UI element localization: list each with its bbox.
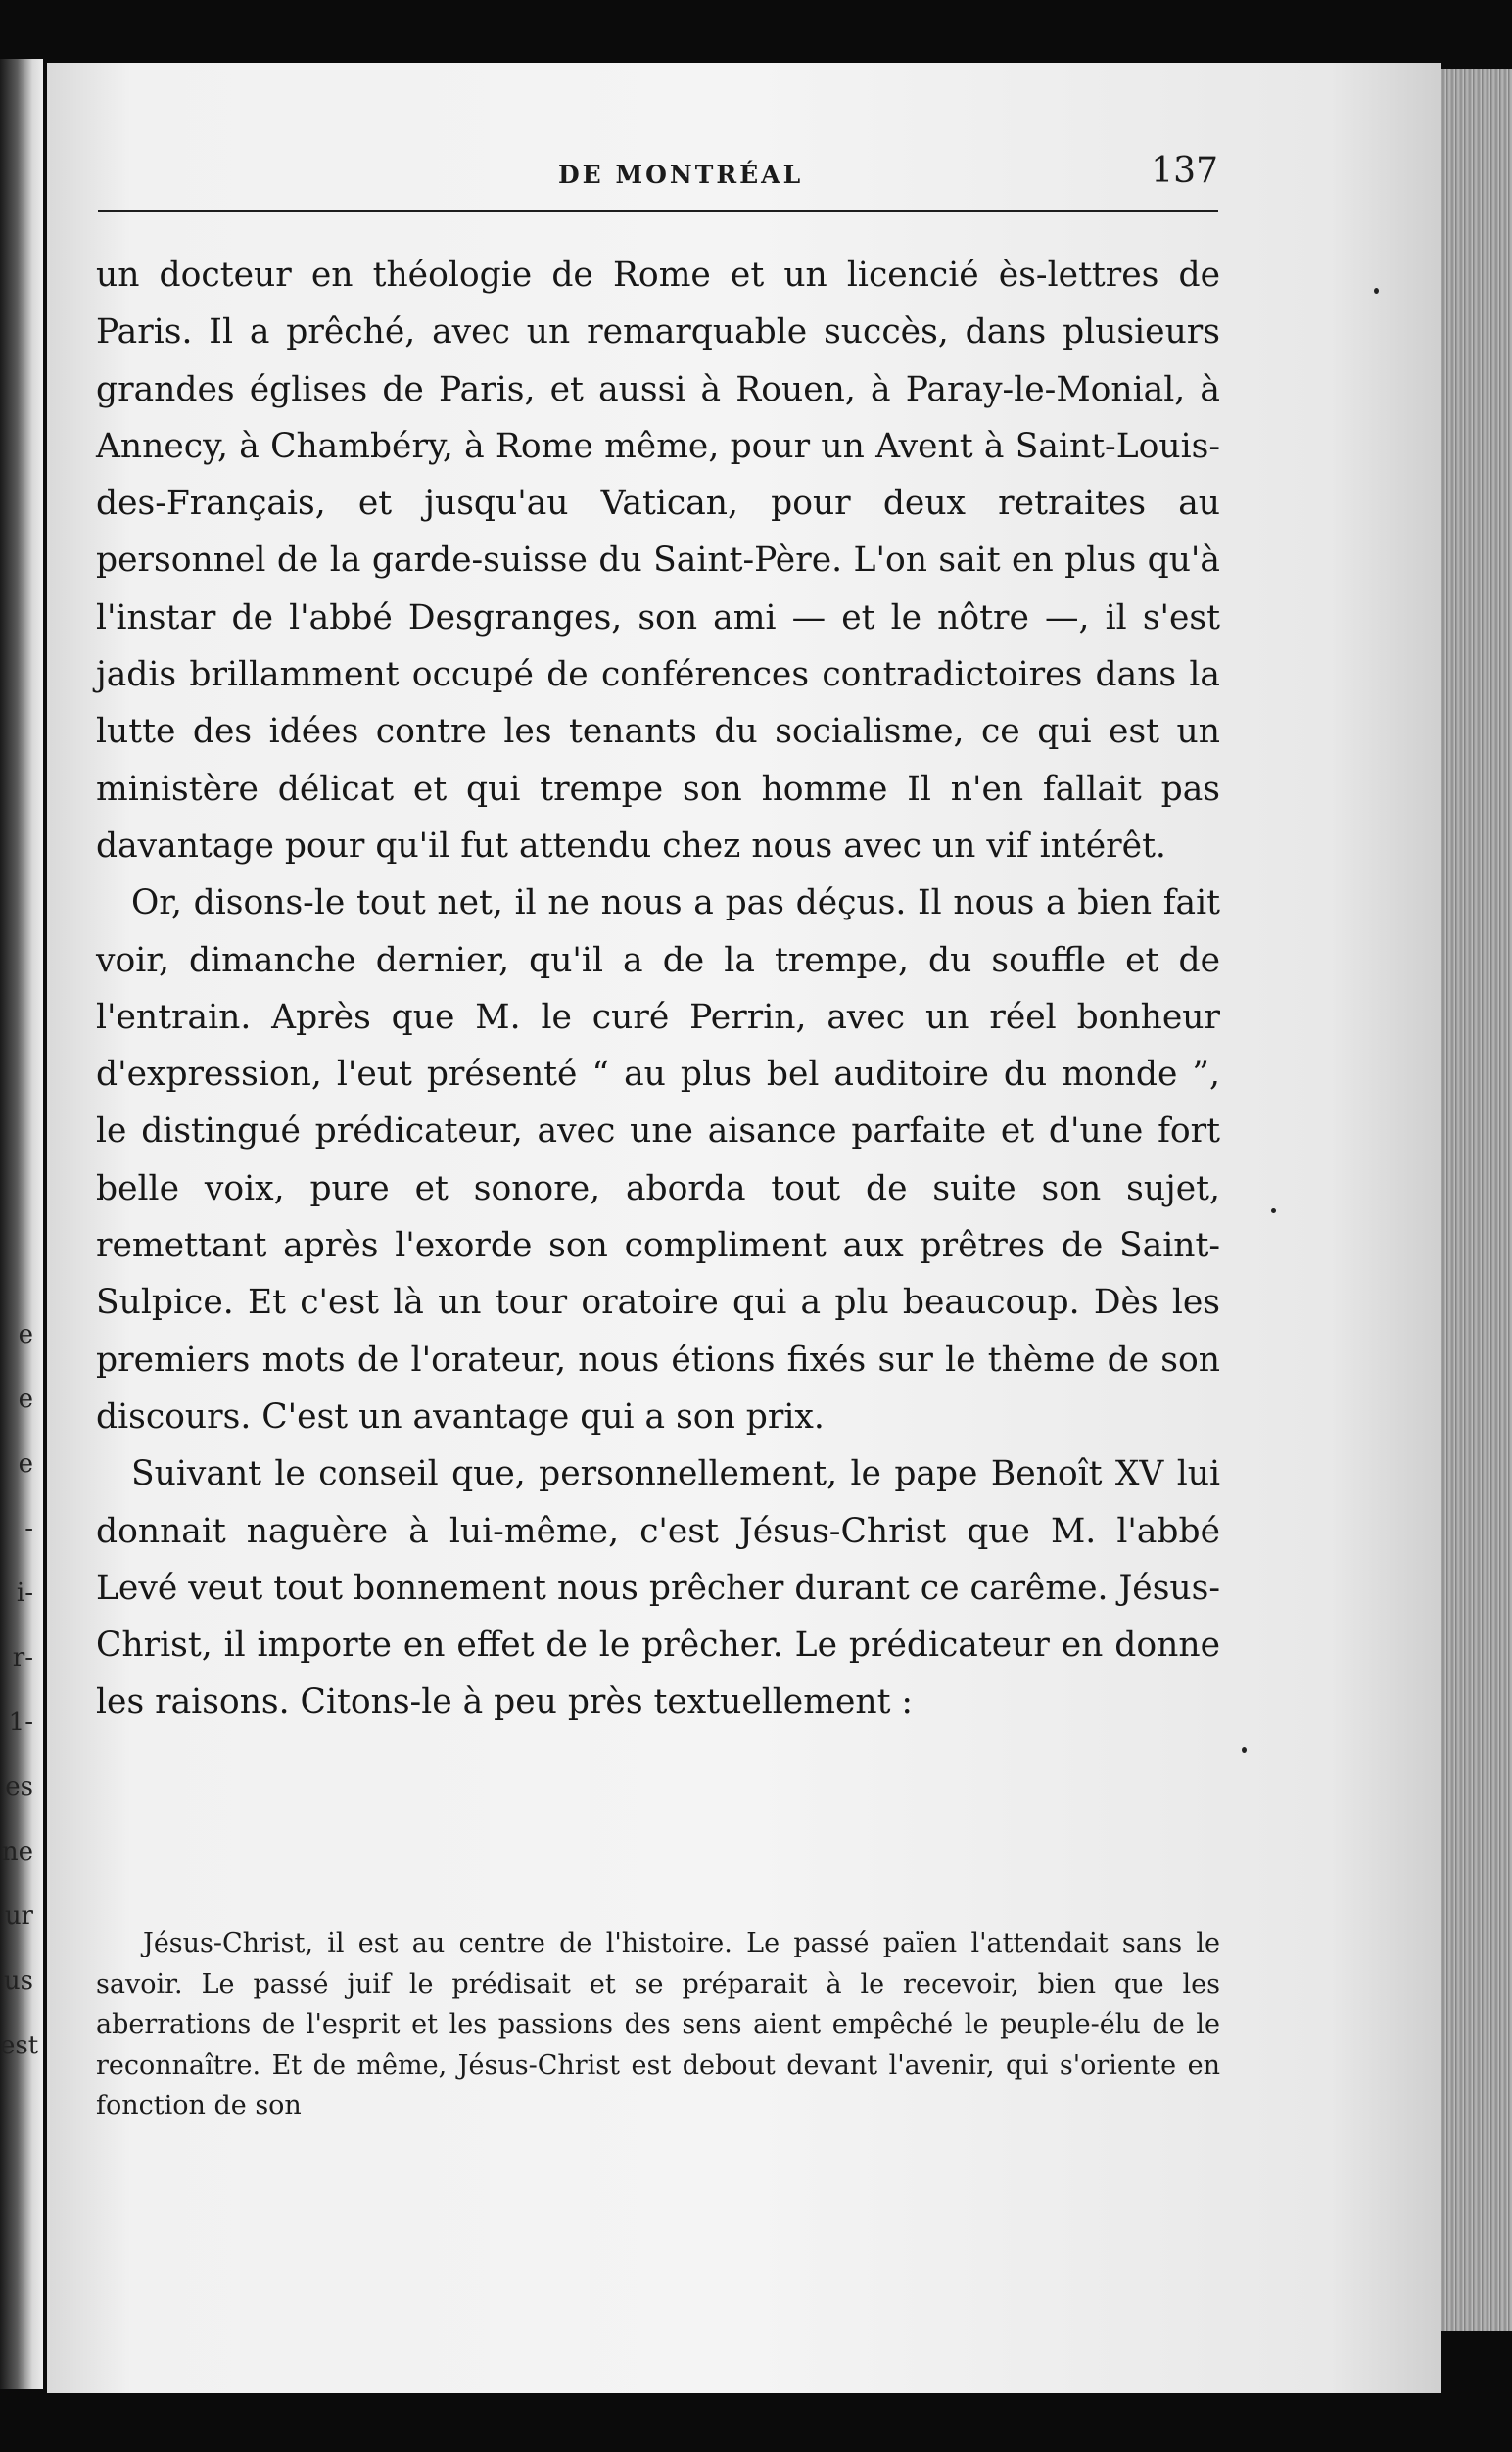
facing-page-fragment: e	[18, 1385, 33, 1414]
facing-page-fragment: es	[5, 1772, 33, 1802]
page-number: 137	[1151, 151, 1218, 191]
block-quotation: Jésus-Christ, il est au centre de l'histoire. Le passé païen l'attendait sans le savoir. Le passé juif le prédisait et se préparait à le recevoir, bien que les aberrations de l'esprit et les passions des sens aient empêché le peuple-élu de le reconnaître. Et de même, Jésus-Christ est debout devant l'avenir, qui s'oriente en fonction de son	[96, 1928, 1220, 2122]
facing-page-fragment: us	[3, 1966, 33, 1996]
facing-page-fragment: est	[0, 2031, 39, 2060]
facing-page-fragment: r-	[12, 1643, 33, 1673]
facing-page-fragment: e	[18, 1449, 33, 1479]
paragraph-1: un docteur en théologie de Rome et un licencié ès-lettres de Paris. Il a prêché, avec un remarquable succès, dans plusieurs grandes églises de Paris, et aussi à Rouen, à Paray-le-Monial, à Annecy, à Chambéry, à Rome même, pour un Avent à Saint-Louis-des-Français, et jusqu'au Vatican, pour deux retraites au personnel de la garde-suisse du Saint-Père. L'on sait en plus qu'à l'instar de l'abbé Desgranges, son ami — et le nôtre —, il s'est jadis brillamment occupé de conférences contradictoires dans la lutte des idées contre les tenants du socialisme, ce qui est un ministère délicat et qui trempe son homme Il n'en fallait pas davantage pour qu'il fut attendu chez nous avec un vif intérêt.	[96, 256, 1220, 866]
scan-speck	[1374, 288, 1379, 294]
facing-page-fragment: 1-	[8, 1708, 33, 1737]
running-title: DE MONTRÉAL	[558, 161, 804, 189]
body-text	[96, 247, 1220, 1731]
paragraph-2: Or, disons-le tout net, il ne nous a pas déçus. Il nous a bien fait voir, dimanche dernier, qu'il a de la trempe, du souffle et de l'entrain. Après que M. le curé Perrin, avec un réel bonheur d'expression, l'eut présenté “ au plus bel auditoire du monde ”, le distingué prédicateur, avec une aisance parfaite et d'une fort belle voix, pure et sonore, aborda tout de suite son sujet, remettant après l'exorde son compliment aux prêtres de Saint-Sulpice. Et c'est là un tour oratoire qui a plu beaucoup. Dès les premiers mots de l'orateur, nous étions fixés sur le thème de son discours. C'est un avantage qui a son prix.	[96, 883, 1220, 1437]
book-page	[47, 63, 1441, 2393]
paragraph-3: Suivant le conseil que, personnellement, le pape Benoît XV lui donnait naguère à lui-même, c'est Jésus-Christ que M. l'abbé Levé veut tout bonnement nous prêcher durant ce carême. Jésus-Christ, il importe en effet de le prêcher. Le prédicateur en donne les raisons. Citons-le à peu près textuellement :	[96, 1454, 1220, 1722]
scan-speck	[1271, 1208, 1276, 1213]
facing-page-fragment: i-	[16, 1579, 33, 1608]
facing-page-fragment: e	[18, 1320, 33, 1349]
facing-page-fragment: -	[24, 1514, 33, 1543]
previous-page-fragments	[0, 1302, 39, 2078]
facing-page-fragment: ne	[1, 1837, 33, 1866]
running-head	[98, 149, 1218, 198]
header-rule	[98, 210, 1218, 212]
scan-speck	[1242, 1747, 1247, 1753]
facing-page-fragment: ur	[4, 1902, 33, 1931]
